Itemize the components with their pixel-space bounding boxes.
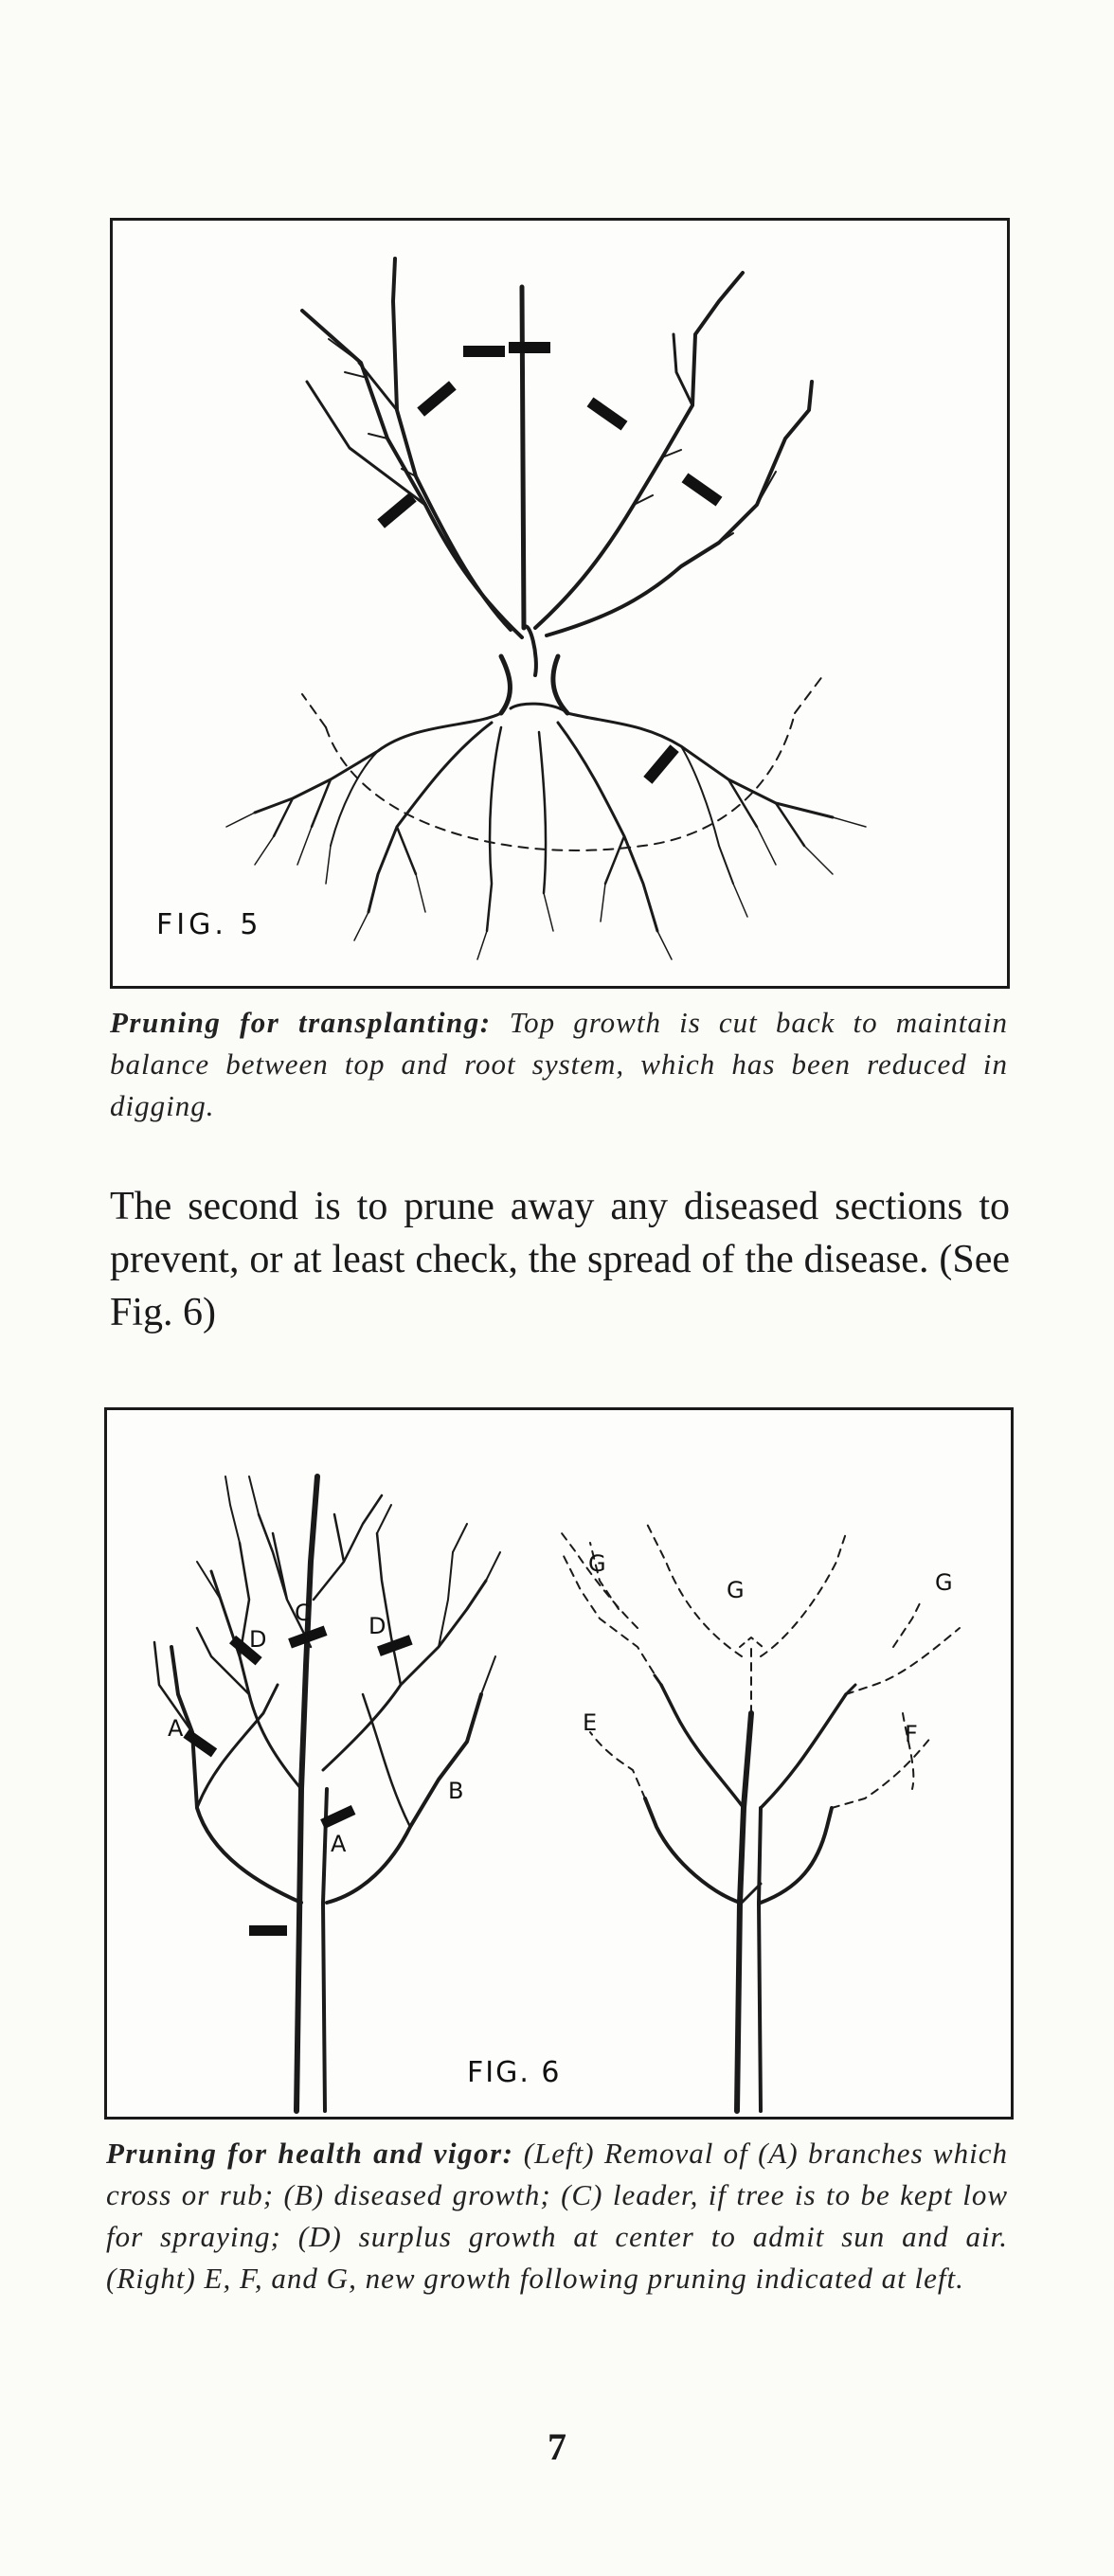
figure-5-illustration	[113, 221, 1007, 986]
marker-d-left: D	[249, 1626, 267, 1653]
figure-5-caption	[110, 1002, 1008, 1127]
marker-e: E	[583, 1709, 598, 1736]
marker-b: B	[448, 1778, 464, 1804]
figure-6-caption-text: (Left) Removal of (A) branches which cross or rub; (B) diseased growth; (C) leader, if tree is to be kept low for spraying; (D) surplus growth at center to admit sun and air. (Right) E, F, and G, new growth following pruning indicated at left.	[106, 2137, 1008, 2295]
marker-g-right: G	[935, 1569, 953, 1596]
figure-5-caption-text: Top growth is cut back to maintain balance between top and root system, which has been reduced in digging.	[110, 1006, 1008, 1122]
marker-c: C	[295, 1600, 311, 1626]
marker-d-right: D	[368, 1613, 386, 1639]
figure-6-frame	[104, 1407, 1014, 2120]
body-paragraph: The second is to prune away any diseased sections to prevent, or at least check, the spread of the disease. (See Fig. 6)	[110, 1185, 1010, 1334]
figure-6-caption	[106, 2133, 1008, 2299]
figure-5-caption-lead: Pruning for transplanting:	[110, 1006, 492, 1039]
marker-a-lower: A	[331, 1831, 347, 1857]
marker-f: F	[905, 1721, 918, 1747]
figure-6-illustration	[107, 1410, 1011, 2117]
marker-g-left: G	[588, 1550, 606, 1577]
marker-g-center: G	[727, 1577, 745, 1603]
figure-5-frame	[110, 218, 1010, 989]
page-number: 7	[548, 2425, 566, 2468]
figure-6-label: FIG. 6	[467, 2056, 562, 2089]
marker-a-upper: A	[168, 1715, 184, 1742]
figure-6-caption-lead: Pruning for health and vigor:	[106, 2137, 514, 2170]
figure-5-label: FIG. 5	[156, 908, 262, 941]
